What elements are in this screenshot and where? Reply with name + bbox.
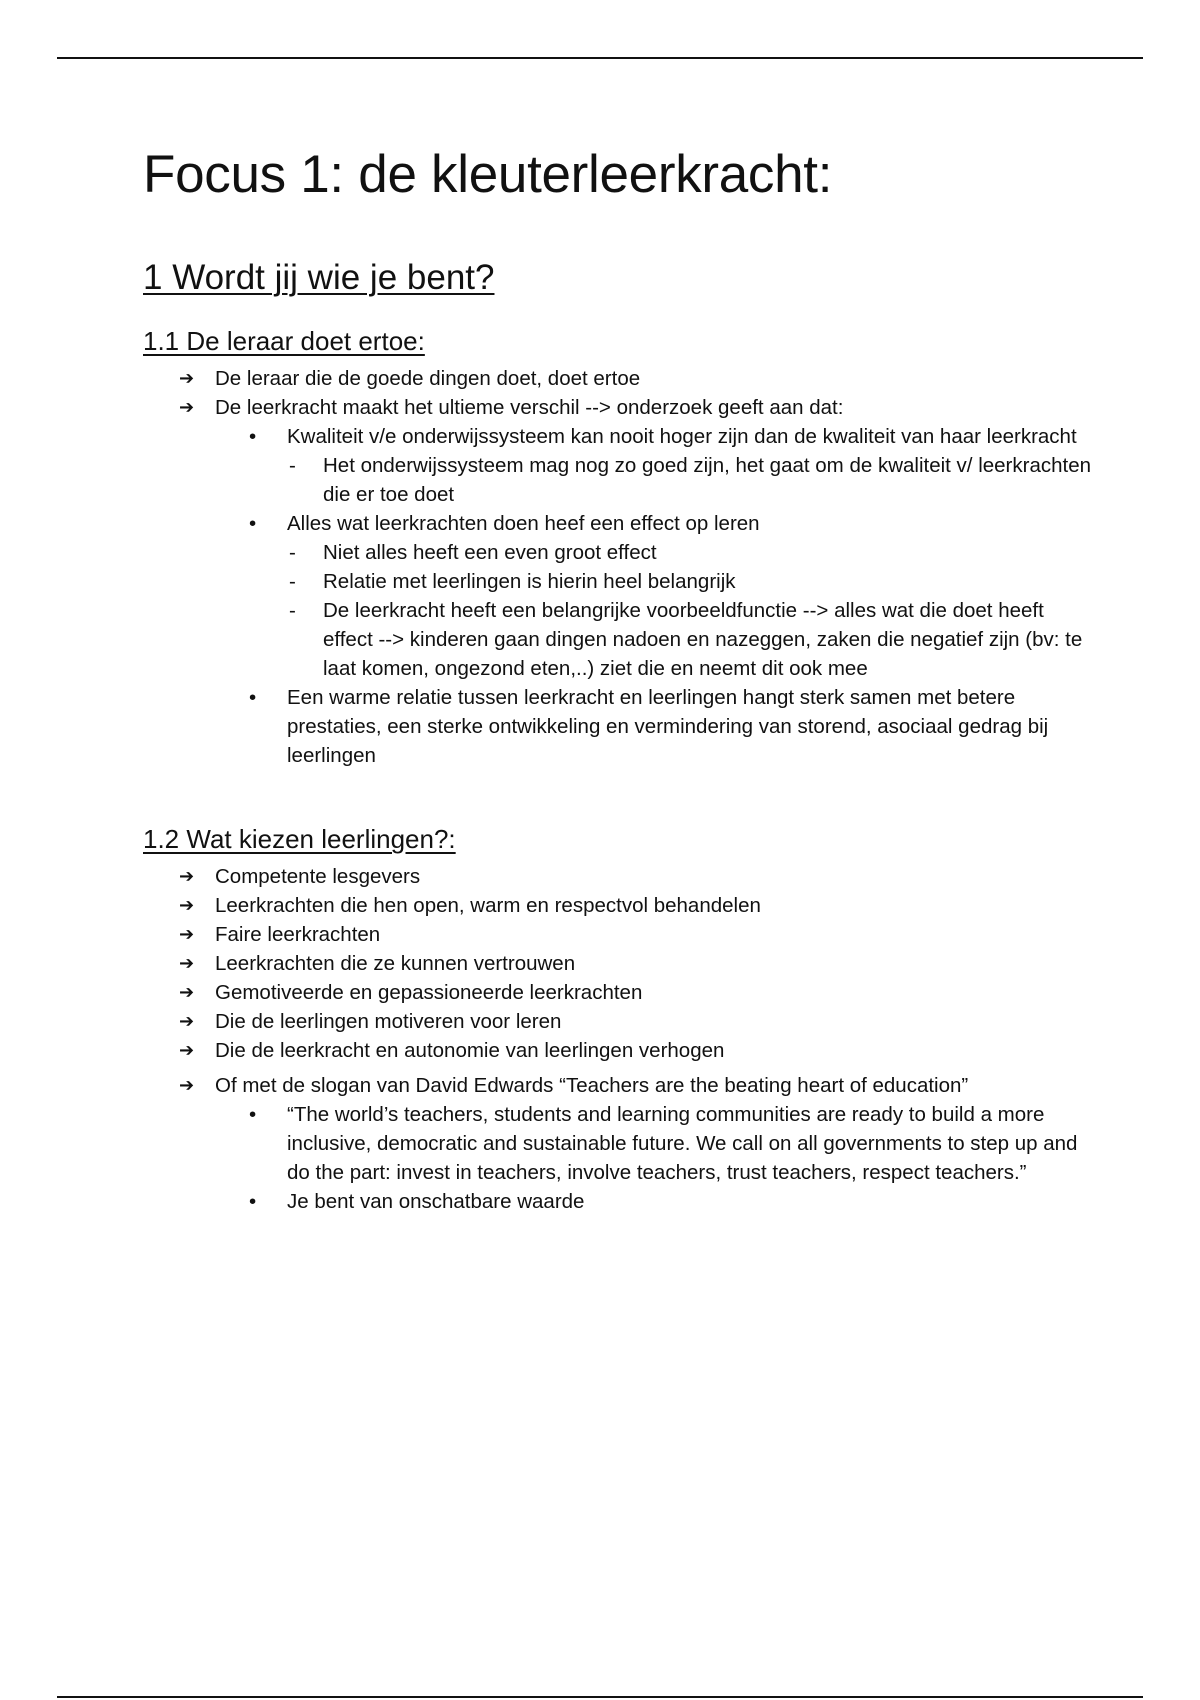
arrow-item: ➔ Gemotiveerde en gepassioneerde leerkrachten: [215, 978, 1093, 1007]
section-heading-1-1: 1.1 De leraar doet ertoe:: [143, 326, 425, 356]
arrow-item: ➔ Die de leerkracht en autonomie van leerlingen verhogen: [215, 1036, 1093, 1065]
bullet-item: [287, 509, 1093, 683]
arrow-list-1-2: [143, 862, 1093, 1065]
arrow-item: [215, 393, 1093, 770]
bullet-item: • Je bent van onschatbare waarde: [287, 1187, 1093, 1216]
arrow-list-1-1: [143, 364, 1093, 770]
arrow-item-text: De leerkracht maakt het ultieme verschil --> onderzoek geeft aan dat:: [215, 396, 844, 419]
arrow-item: ➔ Leerkrachten die ze kunnen vertrouwen: [215, 949, 1093, 978]
dash-item: - Het onderwijssysteem mag nog zo goed zijn, het gaat om de kwaliteit v/ leerkrachten die er toe doet: [323, 451, 1093, 509]
bullet-item: [287, 422, 1093, 509]
dash-item: - Relatie met leerlingen is hierin heel belangrijk: [323, 567, 1093, 596]
bullet-item-text: Alles wat leerkrachten doen heef een effect op leren: [287, 512, 760, 535]
arrow-item: ➔ Leerkrachten die hen open, warm en respectvol behandelen: [215, 891, 1093, 920]
slogan-text: Of met de slogan van David Edwards “Teachers are the beating heart of education”: [215, 1074, 969, 1097]
document-title: Focus 1: de kleuterleerkracht:: [143, 145, 833, 204]
arrow-item: ➔ Competente lesgevers: [215, 862, 1093, 891]
chapter-heading: 1 Wordt jij wie je bent?: [143, 258, 495, 297]
bullet-item-text: Kwaliteit v/e onderwijssysteem kan nooit hoger zijn dan de kwaliteit van haar leerkracht: [287, 425, 1077, 448]
section-heading-1-2: 1.2 Wat kiezen leerlingen?:: [143, 824, 456, 854]
document-page: [143, 140, 1093, 1216]
bullet-list: [215, 422, 1093, 770]
dash-list: [287, 538, 1093, 683]
bullet-item: • Een warme relatie tussen leerkracht en leerlingen hangt sterk samen met betere prestaties, een sterke ontwikkeling en vermindering van storend, asociaal gedrag bij leerlingen: [287, 683, 1093, 770]
arrow-item: ➔ Faire leerkrachten: [215, 920, 1093, 949]
dash-item: - De leerkracht heeft een belangrijke voorbeeldfunctie --> alles wat die doet heeft effect --> kinderen gaan dingen nadoen en nazeggen, zaken die negatief zijn (bv: te laat komen, ongezond eten,..) ziet die en neemt dit ook mee: [323, 596, 1093, 683]
arrow-item: ➔ Die de leerlingen motiveren voor leren: [215, 1007, 1093, 1036]
bullet-list: [215, 1100, 1093, 1216]
bottom-rule: [57, 1696, 1143, 1698]
arrow-item: [215, 1071, 1093, 1216]
dash-item: - Niet alles heeft een even groot effect: [323, 538, 1093, 567]
dash-list: [287, 451, 1093, 509]
arrow-list-slogan: [143, 1071, 1093, 1216]
arrow-item: ➔ De leraar die de goede dingen doet, doet ertoe: [215, 364, 1093, 393]
top-rule: [57, 57, 1143, 59]
quote-item: • “The world’s teachers, students and learning communities are ready to build a more inclusive, democratic and sustainable future. We call on all governments to step up and do the part: invest in teachers, involve teachers, trust teachers, respect teachers.”: [287, 1100, 1093, 1187]
